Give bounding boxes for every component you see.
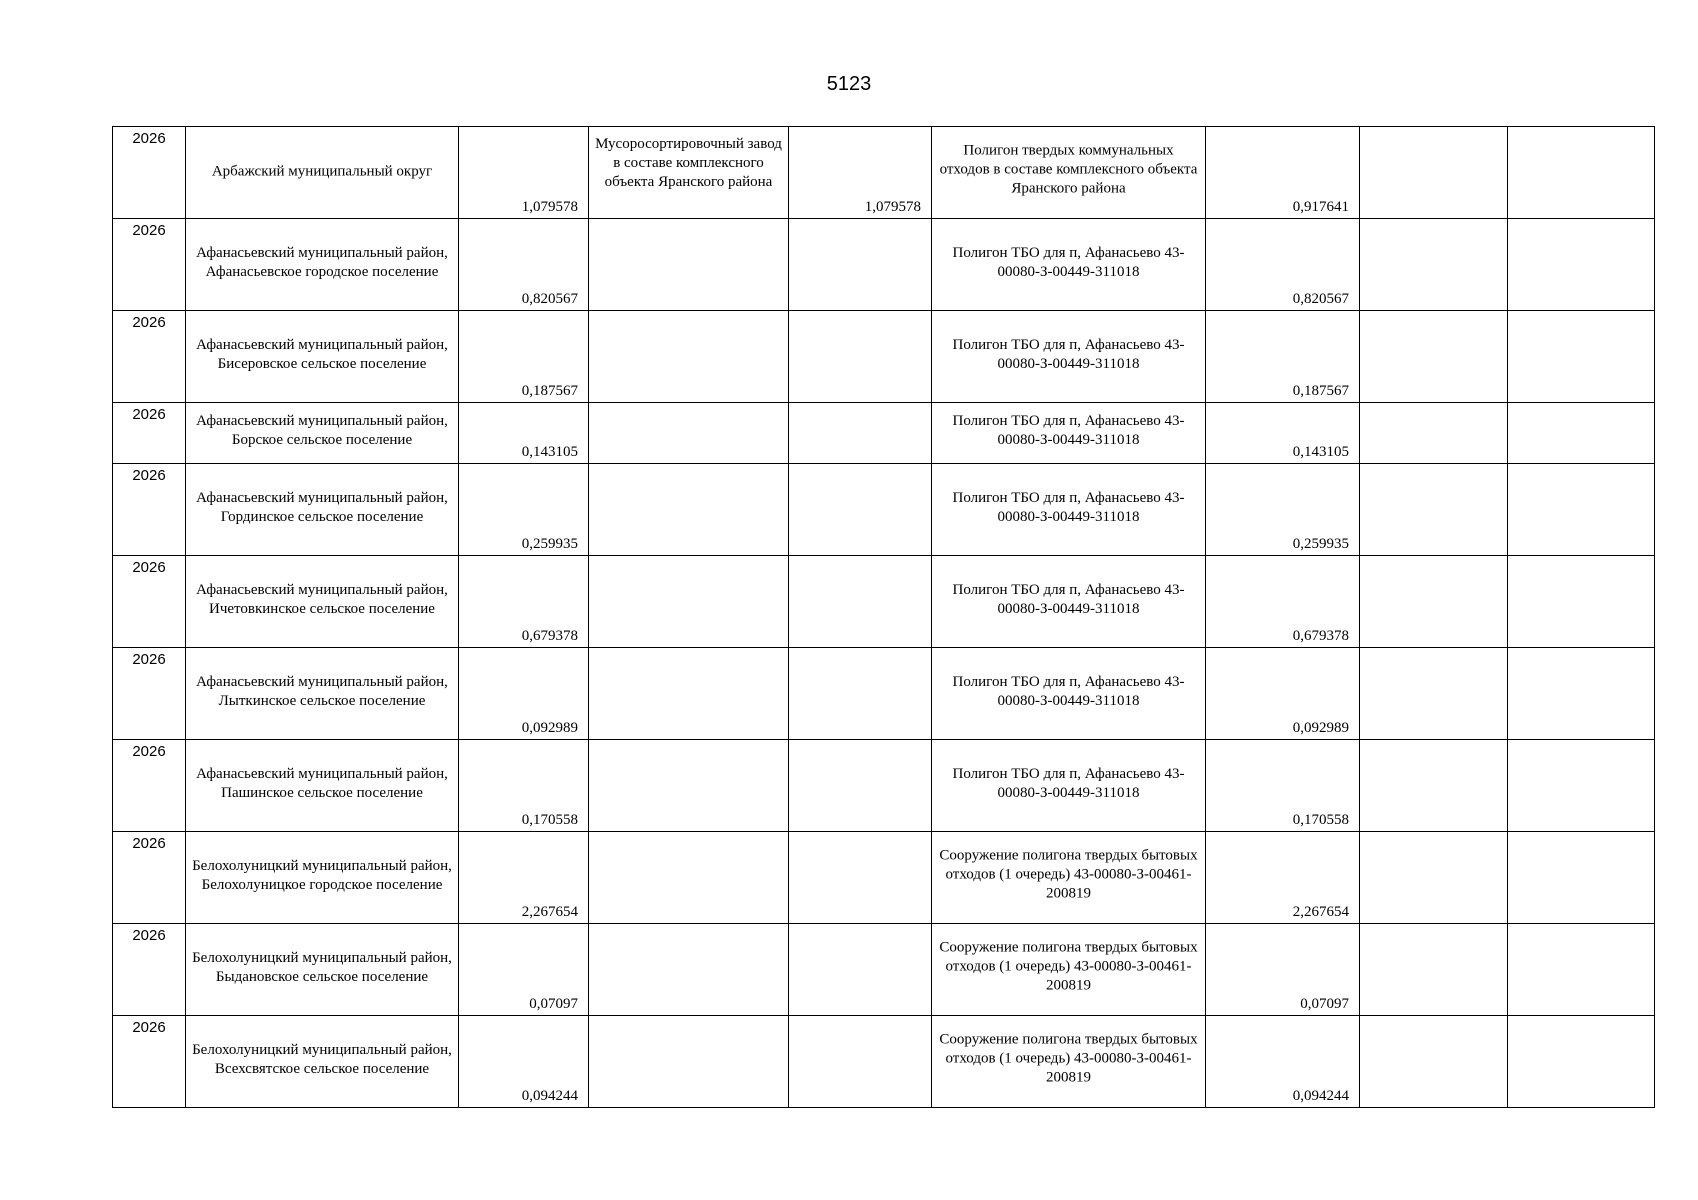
municipality-name: Арбажский муниципальный округ xyxy=(211,163,433,180)
year-value: 2026 xyxy=(132,743,166,760)
volume3-cell xyxy=(1206,464,1360,556)
volume2-cell xyxy=(789,740,932,832)
volume1-value: 2,267654 xyxy=(521,904,578,920)
volume1-cell xyxy=(459,740,589,832)
facility2-cell xyxy=(932,403,1206,464)
col9-cell xyxy=(1508,127,1655,219)
facility2-name: Полигон ТБО для п, Афанасьево 43-00080-З-00449-311018 xyxy=(952,673,1185,709)
volume1-value: 0,143105 xyxy=(521,444,578,460)
volume2-cell xyxy=(789,832,932,924)
facility2-cell xyxy=(932,464,1206,556)
facility1-cell xyxy=(589,311,789,403)
volume3-cell xyxy=(1206,127,1360,219)
facility2-name: Полигон ТБО для п, Афанасьево 43-00080-З-00449-311018 xyxy=(952,244,1185,280)
col9-cell xyxy=(1508,832,1655,924)
facility1-cell xyxy=(589,924,789,1016)
volume2-cell xyxy=(789,648,932,740)
municipality-cell xyxy=(186,832,459,924)
page-number: 5123 xyxy=(826,73,872,95)
volume3-cell xyxy=(1206,648,1360,740)
facility1-cell xyxy=(589,1016,789,1108)
facility2-name: Полигон ТБО для п, Афанасьево 43-00080-З-00449-311018 xyxy=(952,413,1185,449)
volume1-cell xyxy=(459,219,589,311)
municipality-cell xyxy=(186,311,459,403)
year-value: 2026 xyxy=(132,651,166,668)
facility2-cell xyxy=(932,311,1206,403)
facility2-name: Полигон ТБО для п, Афанасьево 43-00080-З-00449-311018 xyxy=(952,581,1185,617)
waste-registry-table xyxy=(112,126,1655,1108)
facility1-cell xyxy=(589,127,789,219)
volume1-cell xyxy=(459,311,589,403)
col8-cell xyxy=(1360,403,1508,464)
col9-cell xyxy=(1508,740,1655,832)
col8-cell xyxy=(1360,1016,1508,1108)
volume3-cell xyxy=(1206,832,1360,924)
volume3-value: 0,07097 xyxy=(1300,996,1349,1012)
facility1-cell xyxy=(589,403,789,464)
volume3-value: 0,094244 xyxy=(1292,1088,1349,1104)
facility2-name: Полигон ТБО для п, Афанасьево 43-00080-З-00449-311018 xyxy=(952,765,1185,801)
volume1-cell xyxy=(459,403,589,464)
volume3-value: 0,917641 xyxy=(1292,199,1349,215)
year-value: 2026 xyxy=(132,467,166,484)
volume2-cell xyxy=(789,464,932,556)
col8-cell xyxy=(1360,127,1508,219)
municipality-cell xyxy=(186,740,459,832)
volume1-cell xyxy=(459,832,589,924)
facility2-cell xyxy=(932,127,1206,219)
col8-cell xyxy=(1360,832,1508,924)
volume2-cell xyxy=(789,127,932,219)
col9-cell xyxy=(1508,1016,1655,1108)
col9-cell xyxy=(1508,556,1655,648)
year-value: 2026 xyxy=(132,927,166,944)
col8-cell xyxy=(1360,311,1508,403)
year-cell xyxy=(113,556,186,648)
municipality-name: Афанасьевский муниципальный район, Афанасьевское городское поселение xyxy=(196,244,448,280)
facility2-name: Полигон твердых коммунальных отходов в составе комплексного объекта Яранского района xyxy=(939,142,1198,197)
volume2-cell xyxy=(789,403,932,464)
municipality-cell xyxy=(186,219,459,311)
facility1-cell xyxy=(589,648,789,740)
col9-cell xyxy=(1508,464,1655,556)
volume3-value: 0,259935 xyxy=(1292,536,1349,552)
volume3-cell xyxy=(1206,1016,1360,1108)
volume1-value: 0,679378 xyxy=(521,628,578,644)
municipality-name: Афанасьевский муниципальный район, Пашинское сельское поселение xyxy=(196,765,448,801)
facility2-cell xyxy=(932,556,1206,648)
table-row xyxy=(113,311,1655,403)
volume1-cell xyxy=(459,1016,589,1108)
table-row xyxy=(113,924,1655,1016)
col8-cell xyxy=(1360,924,1508,1016)
municipality-cell xyxy=(186,403,459,464)
col8-cell xyxy=(1360,464,1508,556)
year-cell xyxy=(113,127,186,219)
table-row xyxy=(113,464,1655,556)
col9-cell xyxy=(1508,219,1655,311)
volume1-cell xyxy=(459,127,589,219)
facility2-name: Сооружение полигона твердых бытовых отходов (1 очередь) 43-00080-З-00461-200819 xyxy=(939,1031,1198,1086)
facility2-cell xyxy=(932,924,1206,1016)
volume3-value: 0,679378 xyxy=(1292,628,1349,644)
volume2-cell xyxy=(789,556,932,648)
table-row xyxy=(113,648,1655,740)
volume1-cell xyxy=(459,556,589,648)
col9-cell xyxy=(1508,403,1655,464)
year-cell xyxy=(113,1016,186,1108)
volume1-value: 1,079578 xyxy=(521,199,578,215)
volume1-value: 0,187567 xyxy=(521,383,578,399)
table-body xyxy=(113,127,1655,1108)
col8-cell xyxy=(1360,648,1508,740)
volume1-value: 0,092989 xyxy=(521,720,578,736)
municipality-cell xyxy=(186,464,459,556)
year-cell xyxy=(113,832,186,924)
municipality-cell xyxy=(186,924,459,1016)
volume3-cell xyxy=(1206,556,1360,648)
municipality-cell xyxy=(186,127,459,219)
volume3-cell xyxy=(1206,403,1360,464)
year-value: 2026 xyxy=(132,130,166,147)
table-row xyxy=(113,740,1655,832)
volume3-cell xyxy=(1206,219,1360,311)
municipality-name: Афанасьевский муниципальный район, Борское сельское поселение xyxy=(196,413,448,449)
year-value: 2026 xyxy=(132,559,166,576)
volume3-cell xyxy=(1206,924,1360,1016)
volume2-value: 1,079578 xyxy=(864,199,921,215)
year-value: 2026 xyxy=(132,222,166,239)
facility1-name: Мусоросортировочный завод в составе комплексного объекта Яранского района xyxy=(595,136,782,190)
municipality-name: Афанасьевский муниципальный район, Ичетовкинское сельское поселение xyxy=(196,581,448,617)
municipality-name: Белохолуницкий муниципальный район, Быдановское сельское поселение xyxy=(192,949,452,985)
volume2-cell xyxy=(789,924,932,1016)
volume1-value: 0,170558 xyxy=(521,812,578,828)
col8-cell xyxy=(1360,556,1508,648)
facility1-cell xyxy=(589,832,789,924)
volume3-value: 0,170558 xyxy=(1292,812,1349,828)
table-row xyxy=(113,556,1655,648)
volume3-value: 0,820567 xyxy=(1292,291,1349,307)
year-value: 2026 xyxy=(132,406,166,423)
volume1-value: 0,259935 xyxy=(521,536,578,552)
facility2-cell xyxy=(932,740,1206,832)
volume1-value: 0,07097 xyxy=(529,996,578,1012)
municipality-name: Афанасьевский муниципальный район, Бисеровское сельское поселение xyxy=(196,336,448,372)
facility1-cell xyxy=(589,556,789,648)
facility2-name: Сооружение полигона твердых бытовых отходов (1 очередь) 43-00080-З-00461-200819 xyxy=(939,939,1198,994)
volume3-cell xyxy=(1206,740,1360,832)
facility1-cell xyxy=(589,740,789,832)
facility2-cell xyxy=(932,648,1206,740)
year-cell xyxy=(113,311,186,403)
facility2-cell xyxy=(932,832,1206,924)
volume3-value: 0,092989 xyxy=(1292,720,1349,736)
year-cell xyxy=(113,403,186,464)
municipality-cell xyxy=(186,648,459,740)
col8-cell xyxy=(1360,740,1508,832)
municipality-name: Афанасьевский муниципальный район, Лыткинское сельское поселение xyxy=(196,673,448,709)
table-row xyxy=(113,1016,1655,1108)
col9-cell xyxy=(1508,648,1655,740)
col9-cell xyxy=(1508,311,1655,403)
facility2-cell xyxy=(932,1016,1206,1108)
year-value: 2026 xyxy=(132,1019,166,1036)
year-cell xyxy=(113,740,186,832)
facility2-name: Полигон ТБО для п, Афанасьево 43-00080-З-00449-311018 xyxy=(952,336,1185,372)
volume1-cell xyxy=(459,648,589,740)
municipality-name: Белохолуницкий муниципальный район, Всехсвятское сельское поселение xyxy=(192,1041,452,1077)
facility1-cell xyxy=(589,219,789,311)
year-cell xyxy=(113,648,186,740)
col9-cell xyxy=(1508,924,1655,1016)
volume1-cell xyxy=(459,924,589,1016)
volume2-cell xyxy=(789,1016,932,1108)
table-row xyxy=(113,219,1655,311)
table-row xyxy=(113,832,1655,924)
municipality-name: Белохолуницкий муниципальный район, Белохолуницкое городское поселение xyxy=(192,857,452,893)
year-cell xyxy=(113,219,186,311)
col8-cell xyxy=(1360,219,1508,311)
volume3-value: 2,267654 xyxy=(1292,904,1349,920)
volume3-value: 0,187567 xyxy=(1292,383,1349,399)
volume3-cell xyxy=(1206,311,1360,403)
volume2-cell xyxy=(789,311,932,403)
year-cell xyxy=(113,924,186,1016)
facility1-cell xyxy=(589,464,789,556)
table-row xyxy=(113,403,1655,464)
year-value: 2026 xyxy=(132,314,166,331)
facility2-name: Сооружение полигона твердых бытовых отходов (1 очередь) 43-00080-З-00461-200819 xyxy=(939,847,1198,902)
facility2-name: Полигон ТБО для п, Афанасьево 43-00080-З-00449-311018 xyxy=(952,489,1185,525)
municipality-cell xyxy=(186,556,459,648)
volume1-value: 0,820567 xyxy=(521,291,578,307)
municipality-cell xyxy=(186,1016,459,1108)
volume1-value: 0,094244 xyxy=(521,1088,578,1104)
municipality-name: Афанасьевский муниципальный район, Гординское сельское поселение xyxy=(196,489,448,525)
volume3-value: 0,143105 xyxy=(1292,444,1349,460)
facility2-cell xyxy=(932,219,1206,311)
year-value: 2026 xyxy=(132,835,166,852)
volume1-cell xyxy=(459,464,589,556)
year-cell xyxy=(113,464,186,556)
volume2-cell xyxy=(789,219,932,311)
table-row xyxy=(113,127,1655,219)
